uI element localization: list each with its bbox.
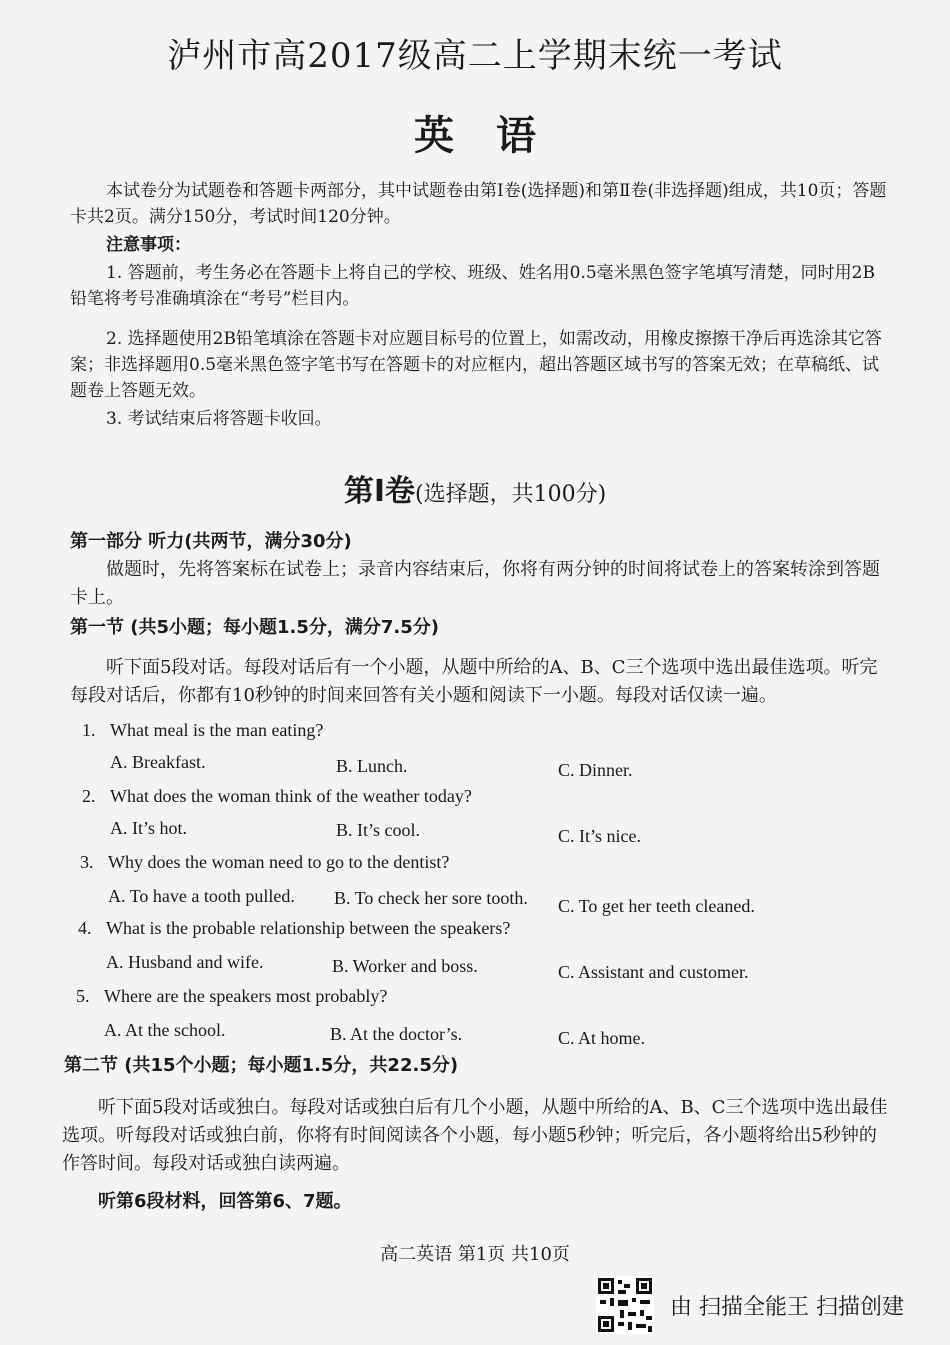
question-3-option-b: B. To check her sore tooth. [334, 888, 528, 908]
question-5-option-c: C. At home. [558, 1028, 646, 1048]
subject-title: 英 语 [414, 113, 536, 159]
scanner-watermark [596, 1276, 904, 1334]
question-1-option-c: C. Dinner. [558, 760, 633, 780]
section2-text: 听下面5段对话或独白。每段对话或独白后有几个小题，从题中所给的A、B、C三个选项中选出最佳选项。听每段对话或独白前，你将有时间阅读各个小题，每小题5秒钟；听完后，各小题将给出5秒钟的作答时间。每段对话或独白读两遍。 [62, 1097, 888, 1174]
section1-text: 听下面5段对话。每段对话后有一个小题，从题中所给的A、B、C三个选项中选出最佳选项。听完每段对话后，你都有10秒钟的时间来回答有关小题和阅读下一小题。每段对话仅读一遍。 [70, 657, 878, 706]
question-2-option-c: C. It’s nice. [558, 826, 641, 846]
question-4-text: What is the probable relationship between the speakers? [106, 918, 511, 938]
question-2-text: What does the woman think of the weather today? [110, 786, 472, 806]
question-3-option-a: A. To have a tooth pulled. [108, 886, 295, 906]
question-1-number: 1. [82, 720, 96, 740]
question-1-option-b: B. Lunch. [336, 756, 408, 776]
notice-title: 注意事项： [106, 235, 191, 255]
notice-item-3: 3. 考试结束后将答题卡收回。 [106, 409, 332, 429]
page-footer: 高二英语 第1页 共10页 [380, 1244, 570, 1265]
section2-heading: 第二节 (共15个小题；每小题1.5分，共22.5分) [64, 1055, 459, 1076]
question-4-number: 4. [78, 918, 92, 938]
question-5-text: Where are the speakers most probably? [104, 986, 388, 1006]
question-2-option-b: B. It’s cool. [336, 820, 420, 840]
question-4-option-b: B. Worker and boss. [332, 956, 478, 976]
question-5-option-a: A. At the school. [104, 1020, 226, 1040]
question-5-option-b: B. At the doctor’s. [330, 1024, 463, 1044]
watermark-text: 由 扫描全能王 扫描创建 [670, 1294, 904, 1320]
volume-title-main: 第Ⅰ卷 [343, 474, 415, 509]
section1-heading: 第一节 (共5小题；每小题1.5分，满分7.5分) [70, 617, 440, 638]
part1-heading: 第一部分 听力(共两节，满分30分) [70, 531, 352, 552]
volume-title [0, 466, 950, 510]
question-1-option-a: A. Breakfast. [110, 752, 206, 772]
question-5-number: 5. [76, 986, 90, 1006]
question-4-option-c: C. Assistant and customer. [558, 962, 749, 982]
question-3-text: Why does the woman need to go to the dentist? [108, 852, 450, 872]
question-2-option-a: A. It’s hot. [110, 818, 188, 838]
question-2-number: 2. [82, 786, 96, 806]
section2-subheading: 听第6段材料，回答第6、7题。 [98, 1191, 352, 1212]
question-3-number: 3. [80, 852, 94, 872]
notice-item-1: 1. 答题前，考生务必在答题卡上将自己的学校、班级、姓名用0.5毫米黑色签字笔填写清楚，同时用2B铅笔将考号准确填涂在“考号”栏目内。 [70, 263, 875, 309]
exam-title: 泸州市高2017级高二上学期末统一考试 [167, 36, 783, 76]
question-4-option-a: A. Husband and wife. [106, 952, 264, 972]
notice-item-2: 2. 选择题使用2B铅笔填涂在答题卡对应题目标号的位置上，如需改动，用橡皮擦擦干净后再选涂其它答案；非选择题用0.5毫米黑色签字笔书写在答题卡的对应框内，超出答题区域书写的答案无效；在草稿纸、试题卷上答题无效。 [70, 329, 882, 401]
question-3-option-c: C. To get her teeth cleaned. [558, 896, 755, 916]
volume-title-subtitle: (选择题，共100分) [415, 482, 607, 507]
qr-code-icon [596, 1276, 654, 1334]
part1-text: 做题时，先将答案标在试卷上；录音内容结束后，你将有两分钟的时间将试卷上的答案转涂到答题卡上。 [70, 559, 880, 608]
intro-paragraph: 本试卷分为试题卷和答题卡两部分，其中试题卷由第Ⅰ卷(选择题)和第Ⅱ卷(非选择题)组成，共10页；答题卡共2页。满分150分，考试时间120分钟。 [70, 181, 887, 227]
question-1-text: What meal is the man eating? [110, 720, 324, 740]
